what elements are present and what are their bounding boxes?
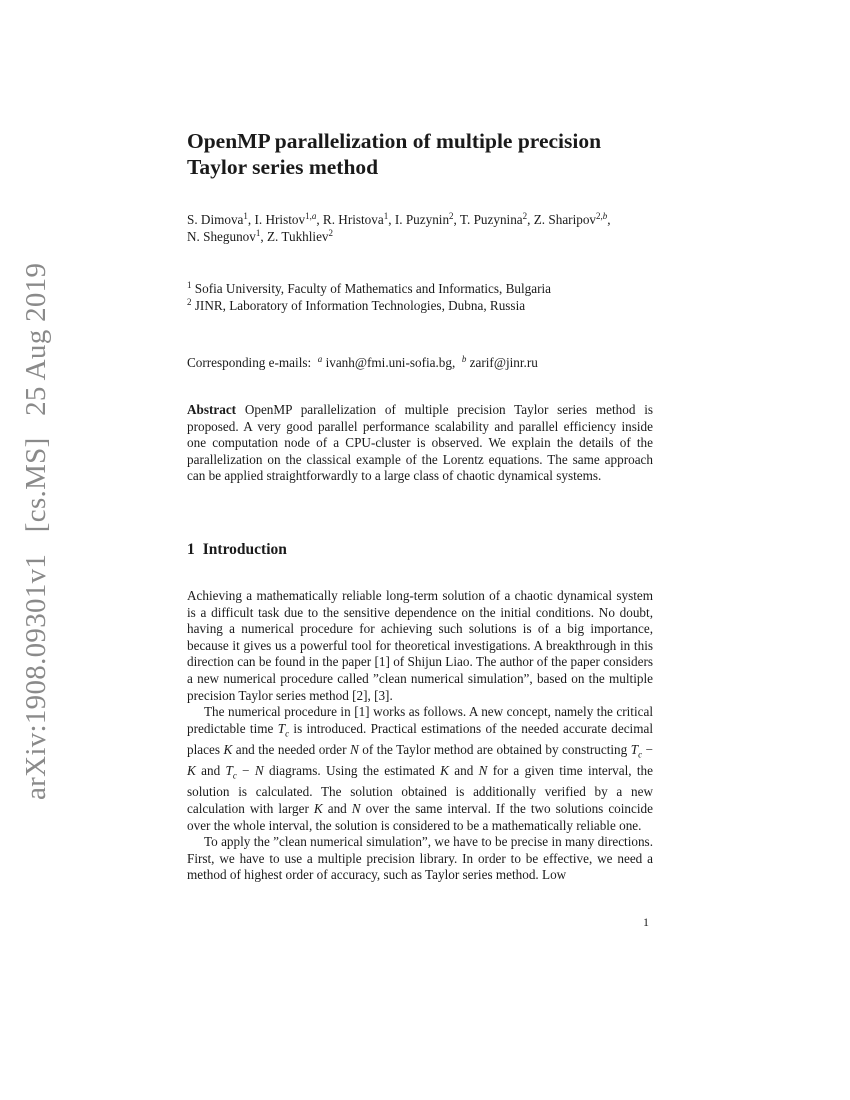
corresponding-emails: Corresponding e-mails: $^a$ ivanh@fmi.uni-sofia.bg, $^b$ zarif@jinr.ru: [187, 354, 538, 370]
author: I. Hristov$^{1,a}$: [254, 211, 317, 227]
arxiv-category: [cs.MS]: [20, 437, 52, 533]
affiliation: $^1$ Sofia University, Faculty of Mathematics and Informatics, Bulgaria: [187, 280, 552, 296]
arxiv-date: 25 Aug 2019: [20, 262, 52, 416]
affiliations: [187, 280, 653, 314]
abstract: [187, 402, 653, 485]
paragraph: Achieving a mathematically reliable long-term solution of a chaotic dynamical system is a difficult task due to the sensitive dependence on the initial conditions. No doubt, having a numerical procedure for achieving such solutions is of a big importance, because it gives us a powerful tool for theoretical investigations. A breakthrough in this direction can be found in the paper [1] of Shijun Liao. The author of the paper considers a new numerical procedure called ”clean numerical simulation”, based on the multiple precision Taylor series method [2], [3].: [187, 588, 653, 703]
affiliation: $^2$ JINR, Laboratory of Information Technologies, Dubna, Russia: [187, 297, 526, 313]
abstract-label: Abstract: [187, 402, 237, 417]
email-a[interactable]: ivanh@fmi.uni-sofia.bg,: [325, 355, 456, 370]
paragraph: The numerical procedure in [1] works as follows. A new concept, namely the critical predictable time $T_c$ is introduced. Practical estimations of the needed accurate decimal places K and the needed order N of the Taylor method are obtained by constructing $T_c - K$ and $T_c - N$ diagrams. Using the estimated K and N for a given time interval, the solution is calculated. The solution obtained is additionally verified by a new calculation with larger K and N over the same interval. If the two solutions coincide over the whole interval, the solution is considered to be a mathematically reliable one.: [187, 704, 654, 833]
title-line-1: OpenMP parallelization of multiple precision: [187, 129, 602, 153]
section-title: Introduction: [202, 541, 287, 558]
author: Z. Tukhliev$^2$: [266, 228, 334, 244]
section-heading: [187, 541, 653, 559]
title-line-2: Taylor series method: [187, 155, 379, 179]
paper-title: [187, 128, 653, 180]
author: Z. Sharipov$^{2,b}$: [533, 211, 608, 227]
section-number: 1: [187, 541, 195, 558]
author-sup: 2,b: [596, 211, 608, 221]
author: I. Puzynin$^2$: [394, 211, 454, 227]
arxiv-stamp: [16, 262, 56, 800]
email-b[interactable]: zarif@jinr.ru: [469, 355, 538, 370]
emails-label: Corresponding e-mails:: [187, 355, 312, 370]
arxiv-id: arXiv:1908.09301v1: [20, 553, 52, 800]
body-text: [187, 588, 653, 884]
page-number: 1: [643, 915, 649, 929]
author: S. Dimova$^1$: [187, 211, 248, 227]
abstract-text: OpenMP parallelization of multiple precision Taylor series method is proposed. A very good parallel performance scalability and parallel efficiency inside one computation node of a CPU-cluster is observed. We explain the details of the parallelization on the classical example of the Lorentz equations. The same approach can be applied straightforwardly to a large class of chaotic dynamical systems.: [187, 402, 653, 484]
author: N. Shegunov$^1$: [187, 228, 261, 244]
author: R. Hristova$^1$: [322, 211, 389, 227]
paragraph: To apply the ”clean numerical simulation”, we have to be precise in many directions. First, we have to use a multiple precision library. In order to be effective, we need a method of highest order of accuracy, such as Taylor series method. Low: [187, 834, 653, 883]
author: T. Puzynina$^2$: [459, 211, 528, 227]
author-sup: 1,a: [305, 211, 317, 221]
author-list: S. Dimova$^1$, I. Hristov$^{1,a}$, R. Hristova$^1$, I. Puzynin$^2$, T. Puzynina$^2$, Z. Sharipov$^{2,b}$, N. Shegunov$^1$, Z. Tukhliev$^2$: [187, 211, 611, 244]
